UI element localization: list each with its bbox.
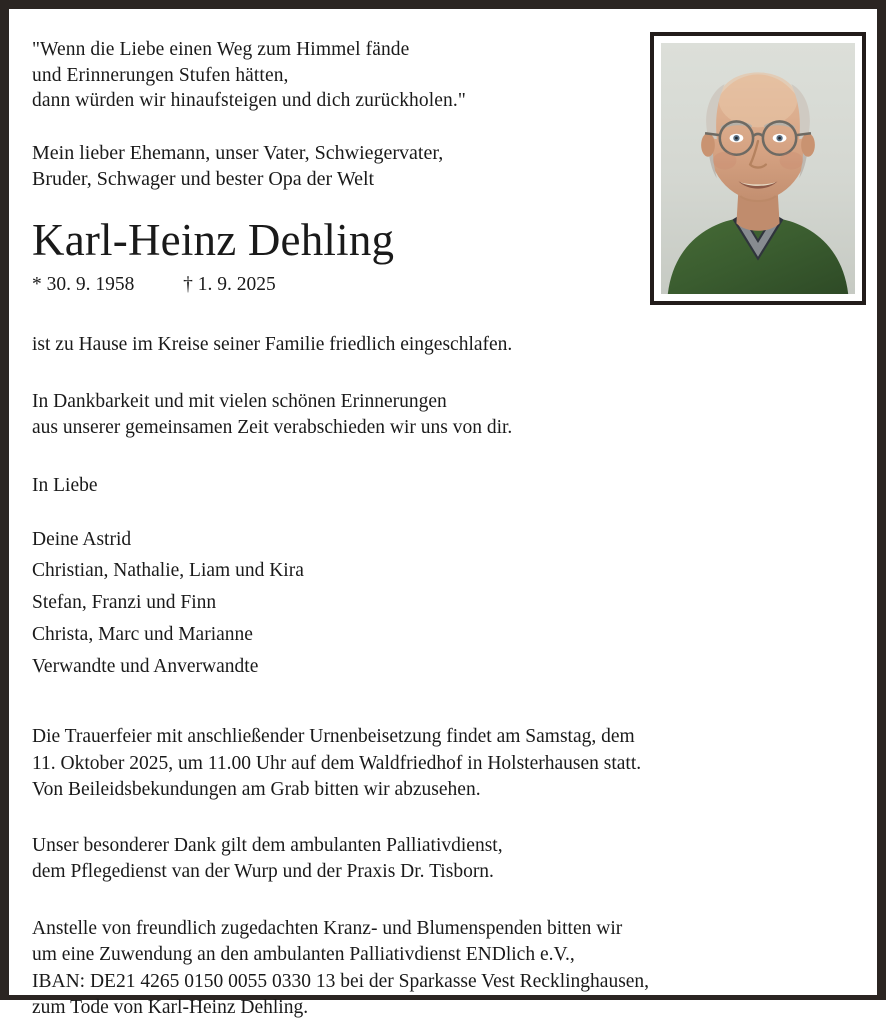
survivor-line: Verwandte und Anverwandte [32,655,259,677]
gratitude-line: aus unserer gemeinsamen Zeit verabschieden wir uns von dir. [32,417,513,438]
donation-line: um eine Zuwendung an den ambulanten Palliativdienst ENDlich e.V., [32,944,575,966]
ceremony-line: Von Beileidsbekundungen am Grab bitten wir abzusehen. [32,779,481,801]
poem-line: dann würden wir hinaufsteigen und dich zurückholen." [32,90,466,111]
survivors-list [32,524,872,683]
notice-text-column [32,37,872,1022]
survivor-line: Deine Astrid [32,528,132,550]
ceremony-details [32,724,872,804]
ceremony-line: Die Trauerfeier mit anschließender Urnenbeisetzung findet am Samstag, dem [32,726,635,748]
thanks-line: Unser besonderer Dank gilt dem ambulanten Palliativdienst, [32,834,503,856]
life-dates: * 30. 9. 1958 † 1. 9. 2025 [32,273,276,295]
survivor-line: Stefan, Franzi und Finn [32,592,217,614]
thanks-line: dem Pflegedienst van der Wurp und der Praxis Dr. Tisborn. [32,861,494,883]
thanks-note [32,833,872,886]
donation-line: zum Tode von Karl-Heinz Dehling. [32,997,309,1019]
donation-line: Anstelle von freundlich zugedachten Kranz- und Blumenspenden bitten wir [32,917,623,939]
closing-salutation: In Liebe [32,474,98,496]
deceased-name: Karl-Heinz Dehling [32,214,395,265]
relation-line: Mein lieber Ehemann, unser Vater, Schwiegervater, [32,141,444,164]
memorial-poem [32,37,872,114]
donation-note [32,916,872,1022]
ceremony-line: 11. Oktober 2025, um 11.00 Uhr auf dem Waldfriedhof in Holsterhausen statt. [32,752,642,774]
relation-statement [32,140,872,192]
passing-statement: ist zu Hause im Kreise seiner Familie friedlich eingeschlafen. [32,333,513,355]
notice-inner [9,9,877,1019]
survivor-line: Christian, Nathalie, Liam und Kira [32,560,304,582]
gratitude-statement [32,389,872,442]
gratitude-line: In Dankbarkeit und mit vielen schönen Erinnerungen [32,390,447,412]
poem-line: "Wenn die Liebe einen Weg zum Himmel fände [32,39,410,60]
donation-iban-line: IBAN: DE21 4265 0150 0055 0330 13 bei der Sparkasse Vest Recklinghausen, [32,970,650,992]
relation-line: Bruder, Schwager und bester Opa der Welt [32,167,375,190]
poem-line: und Erinnerungen Stufen hätten, [32,64,289,86]
survivor-line: Christa, Marc und Marianne [32,623,253,645]
